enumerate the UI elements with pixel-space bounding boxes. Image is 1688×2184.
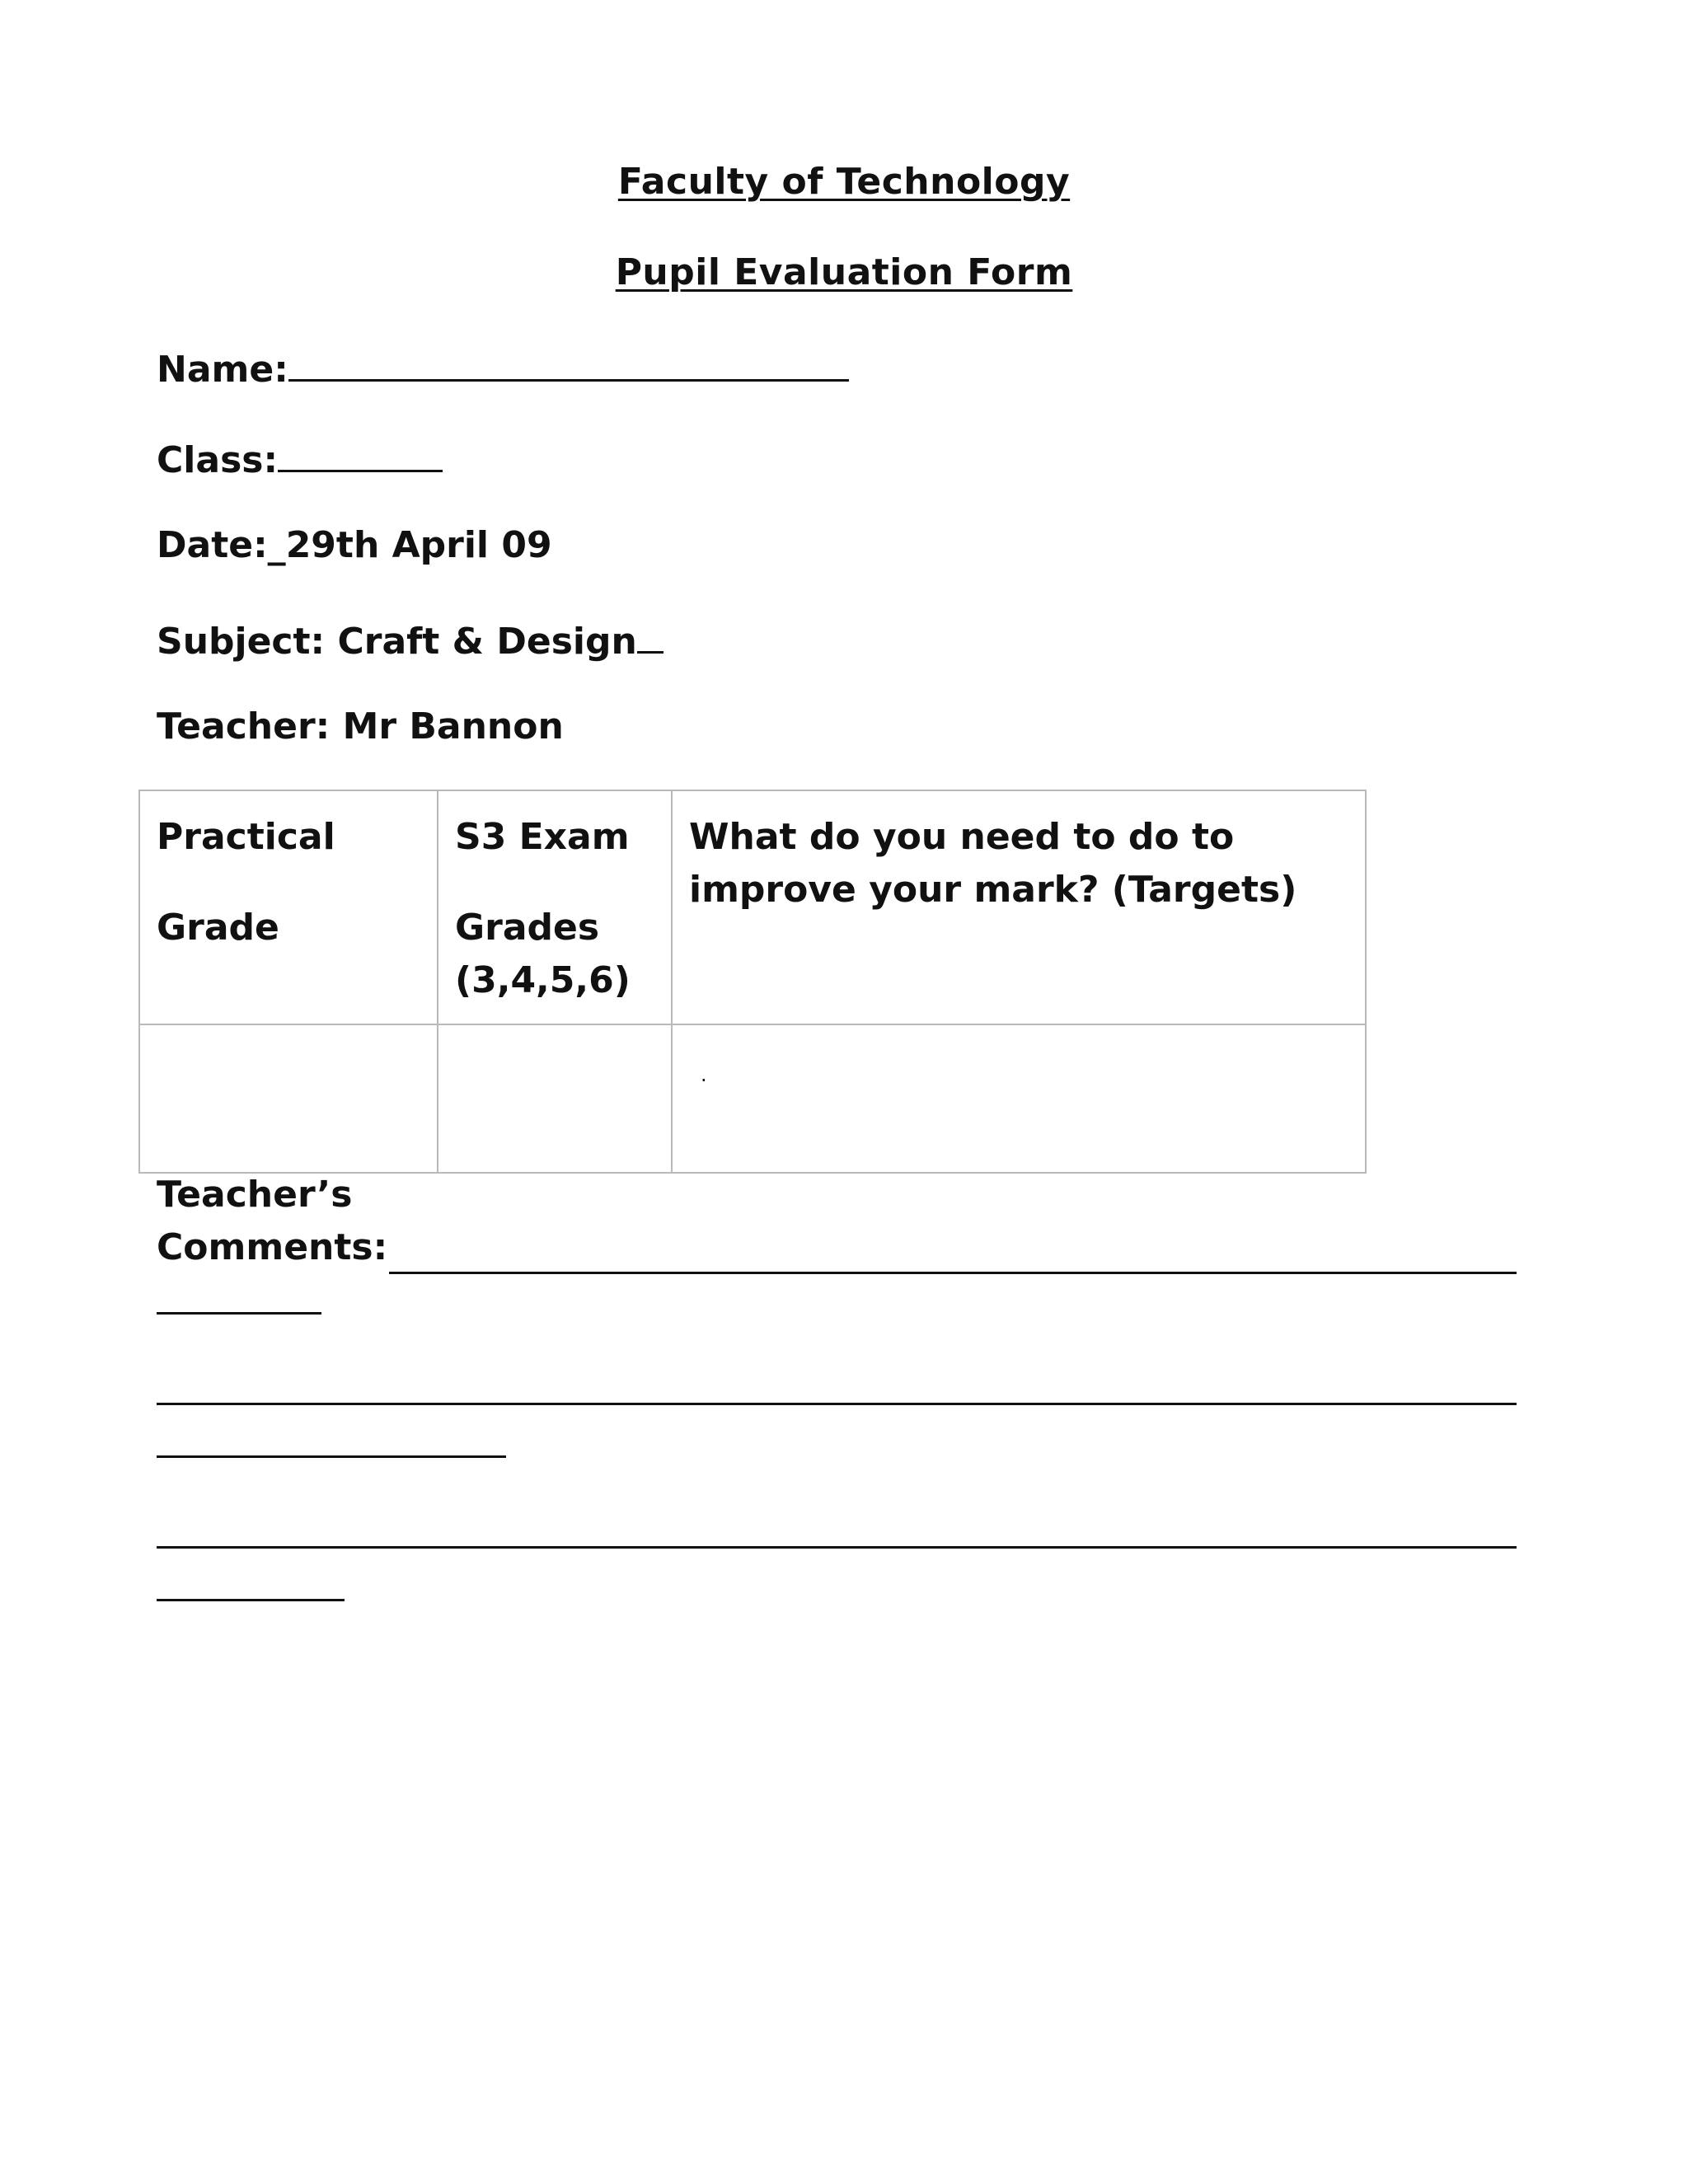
- comments-label-line1: Teacher’s: [157, 1174, 353, 1216]
- comments-line-1[interactable]: [389, 1230, 1517, 1274]
- table-row[interactable]: [139, 1024, 1366, 1173]
- practical-grade-header: [139, 790, 438, 1024]
- comments-label-line2: Comments:: [157, 1226, 388, 1268]
- teacher-value: Mr Bannon: [342, 705, 564, 748]
- teacher-label: Teacher:: [157, 705, 343, 748]
- targets-cell[interactable]: [672, 1024, 1366, 1173]
- comments-line-2[interactable]: [157, 1312, 321, 1315]
- form-title: Pupil Evaluation Form: [615, 251, 1073, 293]
- grades-label: Grades: [455, 907, 600, 949]
- targets-question: What do you need to do to improve your mark? (Targets): [689, 816, 1297, 911]
- faculty-title: Faculty of Technology: [617, 161, 1071, 203]
- date-value: 29th April 09: [285, 524, 552, 566]
- class-field[interactable]: [157, 434, 443, 482]
- table-header-row: [139, 790, 1366, 1024]
- subject-value: Craft & Design: [337, 621, 637, 663]
- s3-exam-grade-cell[interactable]: [438, 1024, 672, 1173]
- grade-label: Grade: [157, 907, 279, 949]
- subject-trailing-blank: [637, 615, 663, 654]
- teacher-comments[interactable]: [157, 1169, 1517, 1274]
- name-blank[interactable]: [288, 343, 849, 382]
- name-label: Name:: [157, 349, 288, 391]
- comments-line-4[interactable]: [157, 1455, 506, 1458]
- targets-header: [672, 790, 1366, 1024]
- grades-table: [138, 790, 1367, 1174]
- subject-label: Subject:: [157, 621, 338, 663]
- s3-exam-label: S3 Exam: [455, 816, 630, 858]
- date-label: Date:_: [157, 524, 286, 566]
- subject-field: [157, 615, 663, 663]
- comments-line-5[interactable]: [157, 1546, 1517, 1549]
- name-field[interactable]: [157, 343, 849, 391]
- s3-exam-header: [438, 790, 672, 1024]
- comments-line-3[interactable]: [157, 1403, 1517, 1405]
- class-blank[interactable]: [278, 434, 443, 472]
- practical-grade-cell[interactable]: [139, 1024, 438, 1173]
- targets-cell-text: .: [701, 1063, 707, 1086]
- class-label: Class:: [157, 439, 279, 481]
- practical-label: Practical: [157, 816, 335, 858]
- date-field: [157, 524, 552, 567]
- teacher-field: [157, 705, 564, 748]
- comments-line-6[interactable]: [157, 1599, 345, 1601]
- grades-range-label: (3,4,5,6): [455, 959, 631, 1001]
